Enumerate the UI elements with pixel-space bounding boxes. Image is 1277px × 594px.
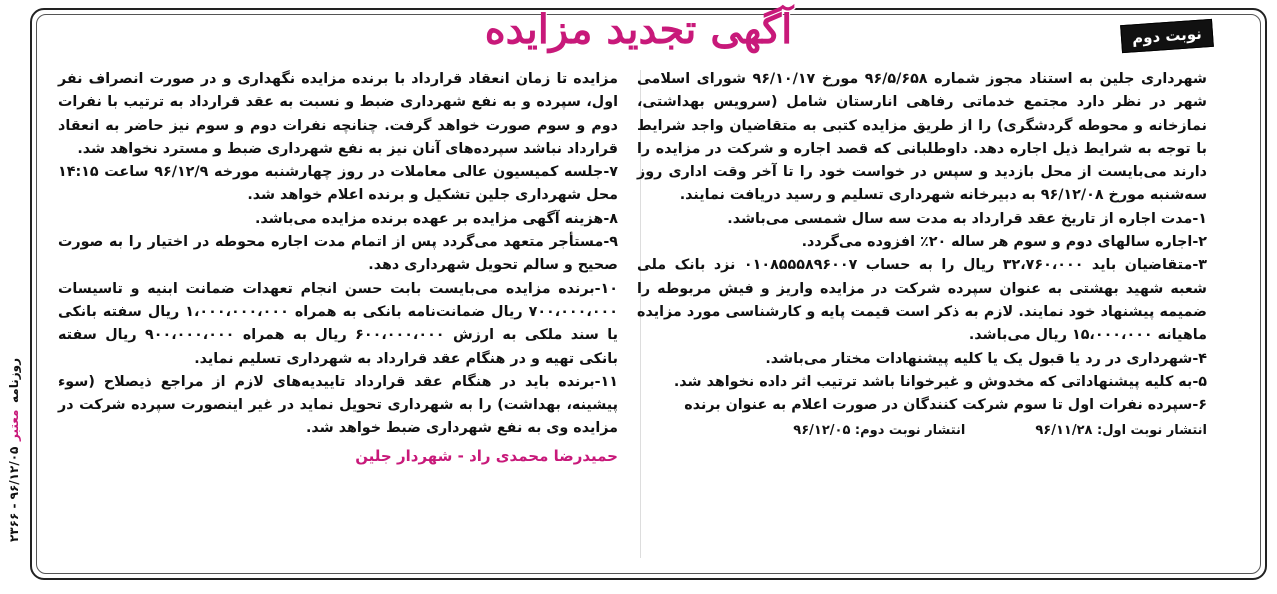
condition-item: ۱-مدت اجاره از تاریخ عقد قرارداد به مدت سه سال شمسی می‌باشد. — [727, 210, 1207, 227]
left-column — [58, 68, 618, 468]
publication-dates — [637, 419, 1207, 442]
ad-title: آگهی تجدید مزایده — [484, 6, 793, 53]
intro-paragraph — [637, 68, 1207, 208]
second-publication-date: انتشار نوبت دوم: ۹۶/۱۲/۰۵ — [793, 423, 966, 439]
condition-item: ۷-جلسه کمیسیون عالی معاملات در روز چهارشنبه مورخه ۹۶/۱۲/۹ ساعت ۱۴:۱۵ محل شهرداری جلین تشکیل و برنده اعلام خواهد شد. — [58, 164, 618, 204]
continuation-paragraph: مزایده تا زمان انعقاد قرارداد با برنده مزایده نگهداری و در صورت انصراف نفر اول، سپرده و به نفع شهرداری ضبط و نسبت به عقد قرارداد به ترتیب با نفرات دوم و سوم صورت خواهد گرفت. چنانچه نفرات دوم و سوم نیز حاضر به انعقاد قرارداد نباشد سپرده‌های آنان نیز به نفع شهرداری ضبط و مسترد نخواهد شد. — [58, 71, 618, 157]
condition-item: ۳-متقاضیان باید ۳۲،۷۶۰،۰۰۰ ریال را به حساب ۰۱۰۸۵۵۵۸۹۶۰۰۷ نزد بانک ملی شعبه شهید بهشتی به عنوان سپرده شرکت در مزایده واریز و فیش مربوطه را ضمیمه پیشنهاد خود نمایند. لازم به ذکر است قیمت پایه و کارشناسی مورد مزایده ماهیانه ۱۵،۰۰۰،۰۰۰ ریال می‌باشد. — [637, 257, 1207, 344]
issue-number: ۹۶/۱۲/۰۵ - ۲۳۶۶ — [7, 446, 21, 542]
condition-item: ۴-شهرداری در رد یا قبول یک یا کلیه پیشنهادات مختار می‌باشد. — [765, 350, 1207, 367]
condition-item: ۱۰-برنده مزایده می‌بایست بابت حسن انجام تعهدات ضمانت ابنیه و تاسیسات ۷۰۰،۰۰۰،۰۰۰ ریال ضمانت‌نامه بانکی به همراه ۱،۰۰۰،۰۰۰،۰۰۰ ریال سفته بانکی یا سند ملکی به ارزش ۶۰۰،۰۰۰،۰۰۰ ریال به همراه ۹۰۰،۰۰۰،۰۰۰ ریال سفته بانکی تهیه و در هنگام عقد قرارداد به شهرداری تسلیم نماید. — [58, 280, 618, 367]
condition-item: ۲-اجاره سالهای دوم و سوم هر ساله ۲۰٪ افزوده می‌گردد. — [801, 234, 1207, 251]
condition-item: ۶-سپرده نفرات اول تا سوم شرکت کنندگان در صورت اعلام به عنوان برنده — [684, 397, 1207, 414]
mayor-signature: حمیدرضا محمدی راد - شهردار جلین — [355, 446, 618, 465]
publication-round-badge: نوبت دوم — [1120, 19, 1214, 53]
condition-item: ۵-به کلیه پیشنهاداتی که مخدوش و غیرخوانا باشد ترتیب اثر داده نخواهد شد. — [673, 373, 1207, 390]
lead-organization: شهرداری جلین — [1099, 71, 1207, 87]
newspaper-name: معتبر — [7, 409, 21, 441]
condition-item: ۹-مستأجر متعهد می‌گردد پس از اتمام مدت اجاره محوطه در اختیار را به صورت صحیح و سالم تحویل شهرداری دهد. — [58, 234, 618, 274]
condition-item: ۱۱-برنده باید در هنگام عقد قرارداد تاییدیه‌های لازم از مراجع ذیصلاح (سوء پیشینه، بهداشت) را به شهرداری تحویل نماید در غیر اینصورت سپرده شرکت در مزایده وی به نفع شهرداری ضبط خواهد شد. — [58, 373, 618, 437]
condition-item: ۸-هزینه آگهی مزایده بر عهده برنده مزایده می‌باشد. — [254, 210, 618, 227]
newspaper-credit — [1, 330, 27, 570]
right-column — [637, 68, 1207, 443]
first-publication-date: انتشار نوبت اول: ۹۶/۱۱/۲۸ — [1035, 423, 1207, 439]
newspaper-prefix: روزنامه — [7, 358, 21, 404]
intro-text: به استناد مجوز شماره ۹۶/۵/۶۵۸ مورخ ۹۶/۱۰/۱۷ شورای اسلامی شهر در نظر دارد مجتمع خدماتی رفاهی انارستان شامل (سرویس بهداشتی، نمازخانه و محوطه گردشگری) را از طریق مزایده کتبی به متقاضیان واجد شرایط با توجه به شرایط ذیل اجاره دهد. داوطلبانی که قصد اجاره و شرکت در مزایده را دارند می‌بایست از محل بازدید و سپس در خواست خود را تا آخر وقت اداری روز سه‌شنبه مورخ ۹۶/۱۲/۰۸ به دبیرخانه شهرداری تسلیم و رسید دریافت نمایند. — [637, 71, 1207, 204]
title-wrap — [0, 6, 1277, 64]
